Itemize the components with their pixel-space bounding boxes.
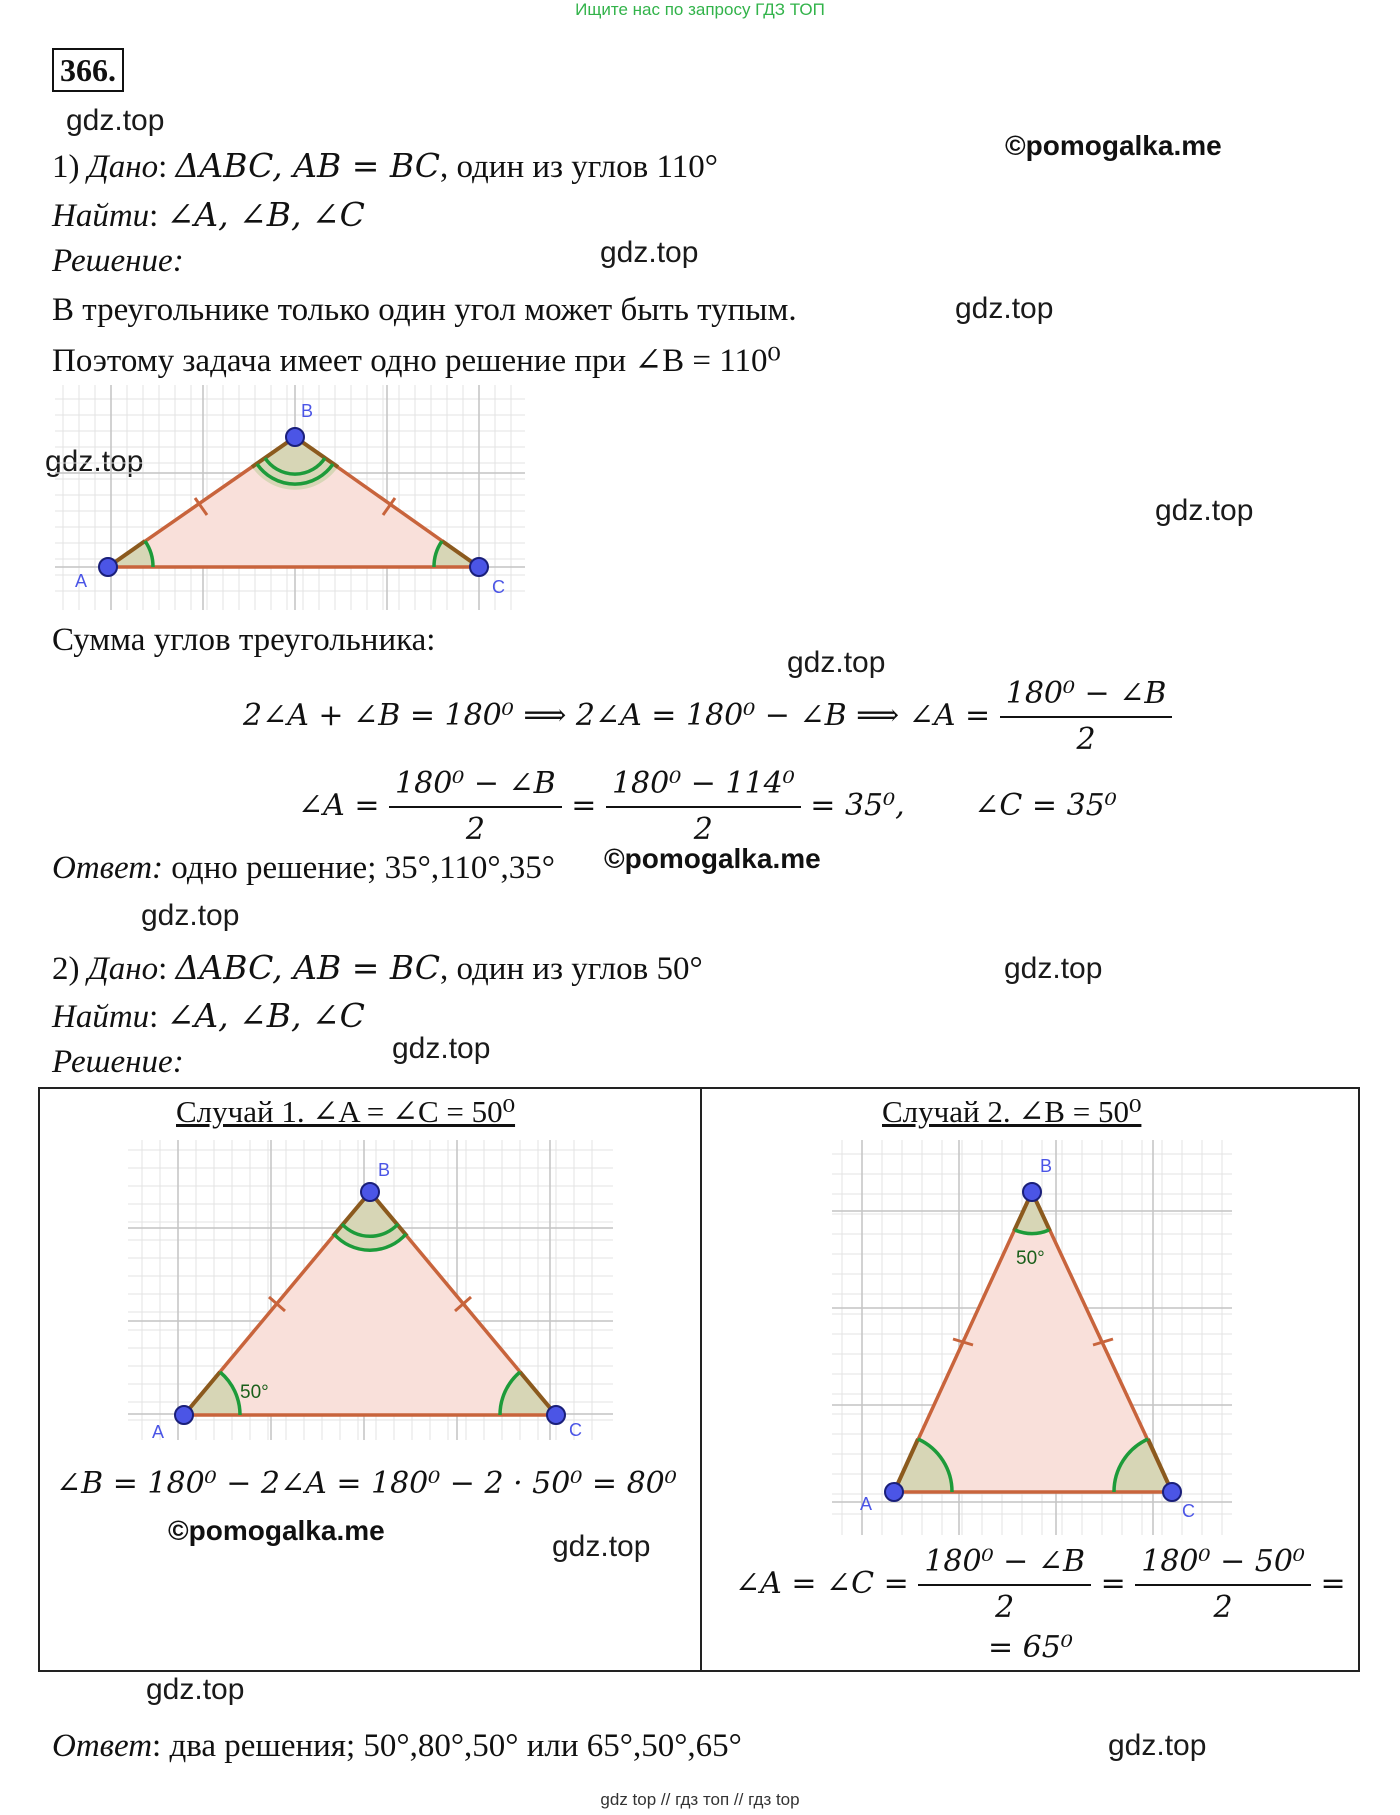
find-expression: ∠A, ∠B, ∠C [166, 195, 365, 234]
label-c: C [492, 577, 505, 597]
watermark-gdz: gdz.top [392, 1032, 491, 1065]
watermark-gdz: gdz.top [600, 236, 699, 269]
solution-label: Решение [52, 1044, 173, 1080]
label-b: B [301, 401, 314, 421]
eq1-fraction [1000, 672, 1173, 762]
point-c [470, 558, 488, 576]
watermark-pomogalka: ©pomogalka.me [1005, 130, 1222, 161]
eq2-fraction2 [606, 762, 801, 852]
part2-given: 2) Дано: ΔABC, AB = BC, один из углов 50° [52, 948, 703, 987]
figure-triangle-case1 [128, 1140, 613, 1440]
part1-equation2 [298, 762, 1117, 852]
given-tail: , один из углов 50° [439, 951, 703, 987]
eq2-lead: ∠A = [298, 788, 380, 823]
triangle-fill [894, 1192, 1172, 1492]
watermark-gdz: gdz.top [146, 1673, 245, 1706]
find-label: Найти [52, 198, 150, 234]
part1-number: 1) [52, 149, 88, 185]
case2-denominator1: 2 [995, 1590, 1015, 1625]
point-b [361, 1183, 379, 1201]
watermark-pomogalka: ©pomogalka.me [168, 1515, 385, 1546]
point-a [99, 558, 117, 576]
eq1-left: 2∠A + ∠B = 180⁰ ⟹ 2∠A = 180⁰ − ∠B ⟹ ∠A = [243, 698, 991, 733]
case1-title: Случай 1. ∠A = ∠C = 50⁰ [176, 1094, 516, 1129]
given-tail: , один из углов 110° [439, 149, 718, 185]
answer-text: одно решение; 35°,110°,35° [163, 850, 555, 886]
label-b: B [1040, 1156, 1053, 1176]
label-a: A [860, 1494, 873, 1514]
eq2-numerator1: 180⁰ − ∠B [389, 762, 562, 808]
find-label: Найти [52, 999, 150, 1035]
watermark-gdz: gdz.top [141, 899, 240, 932]
eq2-result-c: ∠C = 35⁰ [974, 788, 1117, 823]
case2-equation [735, 1540, 1346, 1630]
figure-triangle-obtuse [55, 385, 525, 610]
label-c: C [1182, 1501, 1195, 1521]
point-b [1023, 1183, 1041, 1201]
case2-denominator2: 2 [1213, 1590, 1233, 1625]
watermark-gdz: gdz.top [955, 292, 1054, 325]
label-c: C [569, 1420, 582, 1440]
part1-line1: В треугольнике только один угол может быть тупым. [52, 292, 797, 328]
label-a: A [75, 571, 88, 591]
answer-label: Ответ [52, 1728, 153, 1764]
top-banner: Ищите нас по запросу ГДЗ ТОП [575, 0, 825, 19]
answer-label: Ответ: [52, 850, 164, 886]
part1-solution-label: Решение: [52, 243, 184, 279]
watermark-gdz: gdz.top [787, 646, 886, 679]
watermark-pomogalka: ©pomogalka.me [604, 843, 821, 874]
part1-sum-label: Сумма углов треугольника: [52, 622, 436, 658]
case1-equation: ∠B = 180⁰ − 2∠A = 180⁰ − 2 · 50⁰ = 80⁰ [56, 1466, 677, 1501]
point-c [547, 1406, 565, 1424]
case2-lead: ∠A = ∠C = [735, 1566, 909, 1601]
eq2-denominator2: 2 [693, 812, 713, 847]
given-expression: ΔABC, AB = BC [175, 146, 440, 185]
given-label: Дано [87, 951, 159, 987]
find-expression: ∠A, ∠B, ∠C [166, 996, 365, 1035]
answer-text: : два решения; 50°,80°,50° или 65°,50°,65° [152, 1728, 742, 1764]
given-expression: ΔABC, AB = BC [175, 948, 440, 987]
point-b [286, 428, 304, 446]
case2-numerator1: 180⁰ − ∠B [918, 1540, 1091, 1586]
part1-answer [52, 850, 555, 887]
point-a [175, 1406, 193, 1424]
case2-title: Случай 2. ∠B = 50⁰ [882, 1094, 1142, 1129]
watermark-gdz: gdz.top [552, 1530, 651, 1563]
cases-divider [700, 1089, 702, 1670]
watermark-gdz: gdz.top [1004, 952, 1103, 985]
given-label: Дано [87, 149, 159, 185]
eq2-numerator2: 180⁰ − 114⁰ [606, 762, 801, 808]
watermark-gdz: gdz.top [66, 104, 165, 137]
eq1-numerator: 180⁰ − ∠B [1000, 672, 1173, 718]
part1-find: Найти: ∠A, ∠B, ∠C [52, 195, 365, 234]
part2-number: 2) [52, 951, 88, 987]
case2-fraction2 [1135, 1540, 1311, 1630]
eq2-fraction1 [389, 762, 562, 852]
part2-find: Найти: ∠A, ∠B, ∠C [52, 996, 365, 1035]
case2-numerator2: 180⁰ − 50⁰ [1135, 1540, 1311, 1586]
solution-label: Решение [52, 243, 173, 279]
part1-equation1 [243, 672, 1172, 762]
eq2-equals: = [571, 788, 597, 823]
part1-line2: Поэтому задача имеет одно решение при ∠B = 110⁰ [52, 343, 781, 379]
part1-given: 1) Дано: ΔABC, AB = BC, один из углов 110° [52, 146, 718, 185]
bottom-banner: gdz top // гдз топ // гдз top [600, 1790, 800, 1809]
angle-label-50: 50° [240, 1382, 269, 1403]
angle-label-50: 50° [1016, 1248, 1045, 1269]
eq2-denominator1: 2 [465, 812, 485, 847]
point-c [1163, 1483, 1181, 1501]
label-b: B [378, 1160, 391, 1180]
watermark-gdz: gdz.top [1108, 1729, 1207, 1762]
part2-solution-label: Решение: [52, 1044, 184, 1080]
eq2-result-a: = 35⁰, [810, 788, 905, 823]
figure-triangle-case2 [832, 1140, 1232, 1535]
label-a: A [152, 1422, 165, 1440]
watermark-gdz: gdz.top [45, 445, 144, 478]
problem-number: 366. [52, 48, 124, 92]
case2-equals: = [1100, 1566, 1126, 1601]
case2-trailing-equals: = [1320, 1566, 1346, 1601]
part2-answer [52, 1728, 742, 1765]
eq1-denominator: 2 [1076, 722, 1096, 757]
point-a [885, 1483, 903, 1501]
case2-fraction1 [918, 1540, 1091, 1630]
case2-result: = 65⁰ [988, 1630, 1073, 1665]
watermark-gdz: gdz.top [1155, 494, 1254, 527]
